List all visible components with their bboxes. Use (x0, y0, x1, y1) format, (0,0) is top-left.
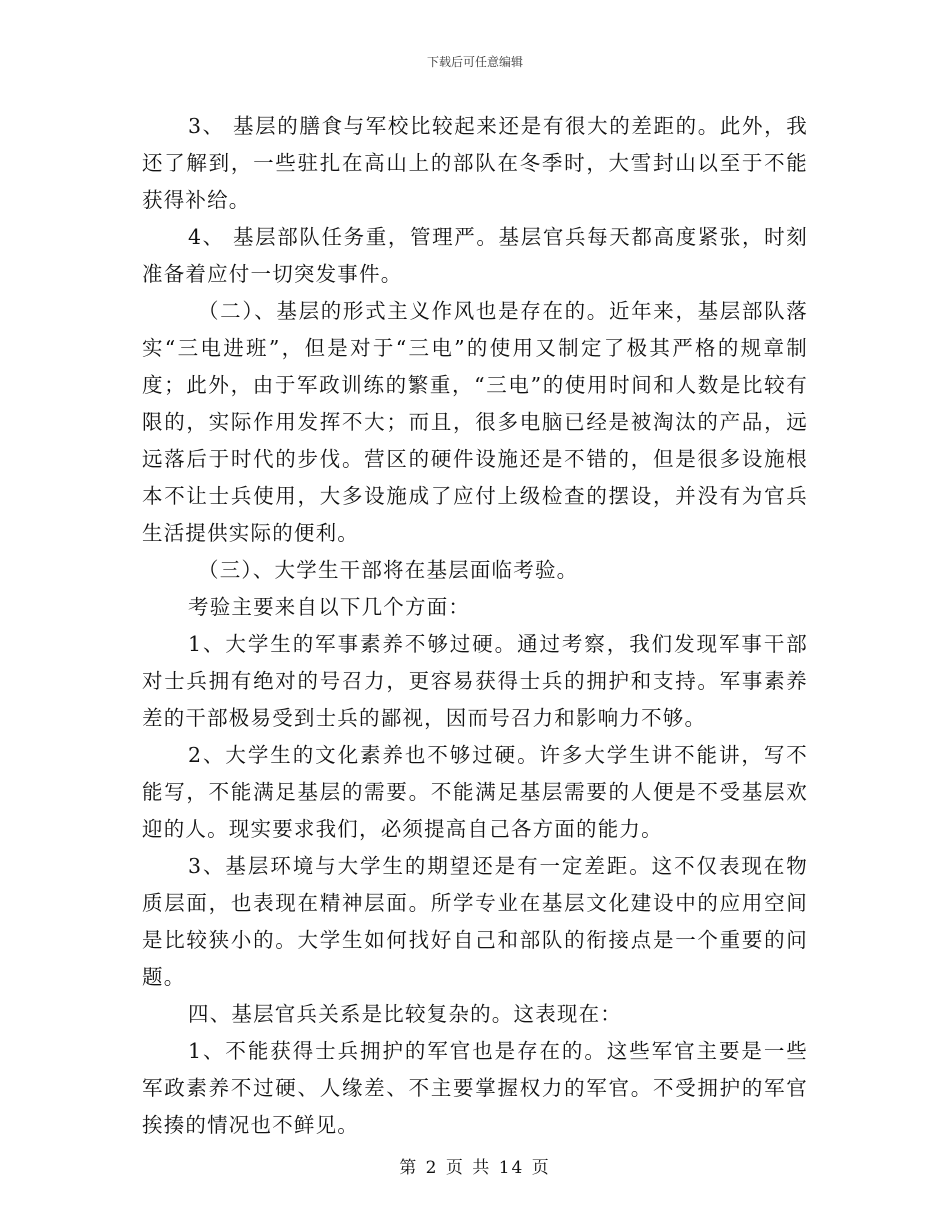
page-header: 下载后可任意编辑 (426, 55, 523, 69)
paragraph-item-3-diet: 3、 基层的膳食与军校比较起来还是有很大的差距的。此外，我还了解到，一些驻扎在高山上的部队在冬季时，大雪封山以至于不能获得补给。 (142, 114, 808, 212)
paragraph-item-4-tasks: 4、 基层部队任务重，管理严。基层官兵每天都高度紧张，时刻准备着应付一切突发事件。 (142, 225, 808, 286)
paragraph-section-4-heading: 四、基层官兵关系是比较复杂的。这表现在： (188, 1002, 622, 1026)
paragraph-section-4-item-1: 1、不能获得士兵拥护的军官也是存在的。这些军官主要是一些军政素养不过硬、人缘差、不主要掌握权力的军官。不受拥护的军官挨揍的情况也不鲜见。 (142, 1039, 808, 1137)
paragraph-test-1-military: 1、大学生的军事素养不够过硬。通过考察，我们发现军事干部对士兵拥有绝对的号召力，更容易获得士兵的拥护和支持。军事素养差的干部极易受到士兵的鄙视，因而号召力和影响力不够。 (142, 632, 808, 730)
page-footer: 第 2 页 共 14 页 (399, 1158, 551, 1178)
paragraph-section-2-formalism: （二）、基层的形式主义作风也是存在的。近年来，基层部队落实“三电进班”，但是对于“三电”的使用又制定了极其严格的规章制度；此外，由于军政训练的繁重，“三电”的使用时间和人数是比较有限的，实际作用发挥不大；而且，很多电脑已经是被淘汰的产品，远远落后于时代的步伐。营区的硬件设施还是不错的，但是很多设施根本不让士兵使用，大多设施成了应付上级检查的摆设，并没有为官兵生活提供实际的便利。 (142, 299, 808, 545)
paragraph-test-intro: 考验主要来自以下几个方面： (188, 595, 471, 619)
document-body (142, 108, 808, 1144)
paragraph-section-3-heading: （三）、大学生干部将在基层面临考验。 (198, 558, 579, 582)
paragraph-test-2-culture: 2、大学生的文化素养也不够过硬。许多大学生讲不能讲，写不能写，不能满足基层的需要。不能满足基层需要的人便是不受基层欢迎的人。现实要求我们，必须提高自己各方面的能力。 (142, 743, 808, 841)
paragraph-test-3-environment: 3、基层环境与大学生的期望还是有一定差距。这不仅表现在物质层面，也表现在精神层面。所学专业在基层文化建设中的应用空间是比较狭小的。大学生如何找好自己和部队的衔接点是一个重要的问题。 (142, 854, 808, 989)
